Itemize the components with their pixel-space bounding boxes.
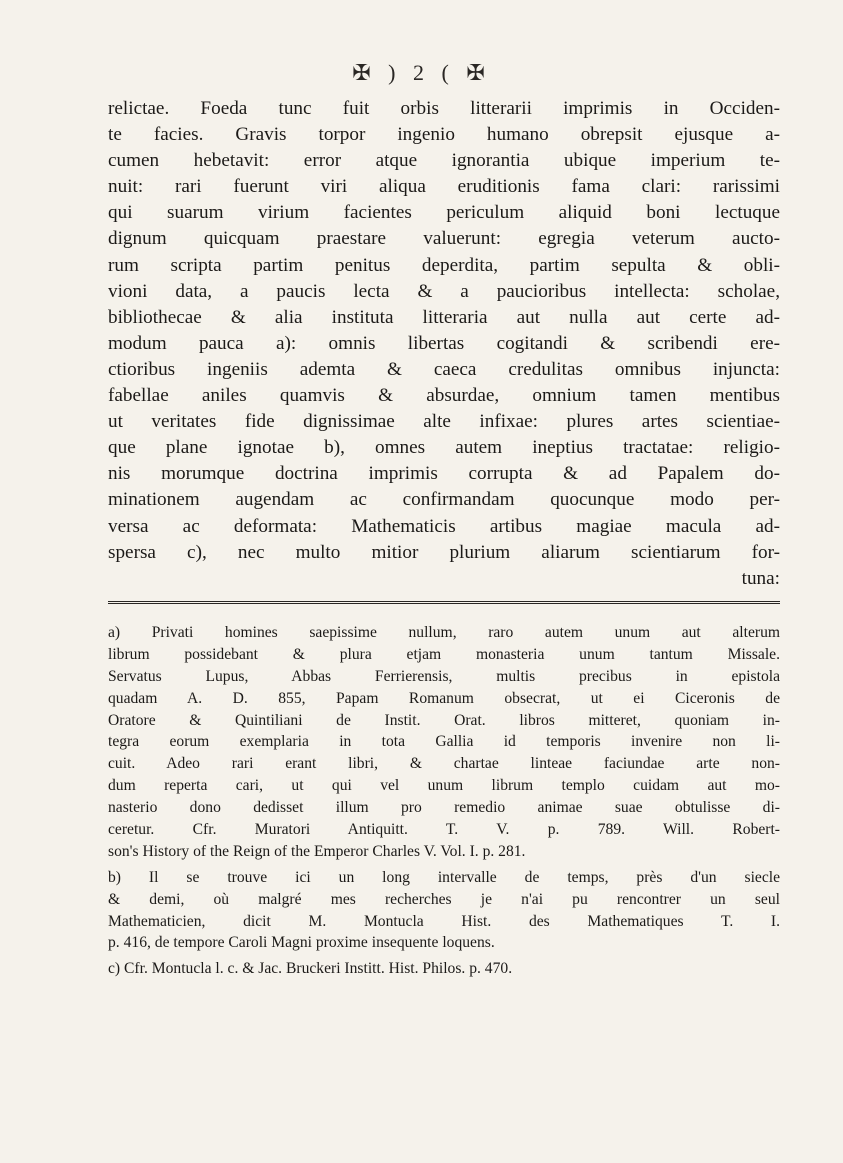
footnote-line: son's History of the Reign of the Emperor Charles V. Vol. I. p. 281.	[108, 842, 526, 860]
text-line: dignum quicquam praestare valuerunt: egregia veterum aucto-	[108, 228, 780, 250]
footnote-c	[108, 958, 780, 980]
footnotes-block	[108, 622, 780, 980]
footnote-line: Oratore & Quintiliani de Instit. Orat. libros mitteret, quoniam in-	[108, 711, 780, 729]
text-line: spersa c), nec multo mitior plurium aliarum scientiarum for-	[108, 541, 780, 563]
text-line: te facies. Gravis torpor ingenio humano obrepsit ejusque a-	[108, 124, 780, 146]
text-line: qui suarum virium facientes periculum aliquid boni lectuque	[108, 202, 780, 224]
footnote-line: Servatus Lupus, Abbas Ferrierensis, multis precibus in epistola	[108, 667, 780, 685]
footnote-line: c) Cfr. Montucla l. c. & Jac. Bruckeri Institt. Hist. Philos. p. 470.	[108, 960, 513, 978]
footnote-line: b) Il se trouve ici un long intervalle de temps, près d'un siecle	[108, 868, 780, 886]
footnote-line: librum possidebant & plura etjam monasteria unum tantum Missale.	[108, 645, 780, 663]
text-line: modum pauca a): omnis libertas cogitandi & scribendi ere-	[108, 332, 780, 354]
footnote-a	[108, 622, 780, 863]
footnote-line: cuit. Adeo rari erant libri, & chartae linteae faciundae arte non-	[108, 755, 780, 773]
text-line: rum scripta partim penitus deperdita, partim sepulta & obli-	[108, 254, 780, 276]
main-text-block	[108, 96, 780, 592]
footnote-b	[108, 867, 780, 955]
footnote-line: quadam A. D. 855, Papam Romanum obsecrat, ut ei Ciceronis de	[108, 689, 780, 707]
footnote-line: Mathematicien, dicit M. Montucla Hist. des Mathematiques T. I.	[108, 912, 780, 930]
text-line: minationem augendam ac confirmandam quocunque modo per-	[108, 489, 780, 511]
footnote-line: a) Privati homines saepissime nullum, raro autem unum aut alterum	[108, 624, 780, 641]
text-line-catchword: tuna:	[741, 567, 780, 589]
text-line: cumen hebetavit: error atque ignorantia ubique imperium te-	[108, 150, 780, 172]
footnote-line: tegra eorum exemplaria in tota Gallia id temporis invenire non li-	[108, 733, 780, 751]
text-line: ctioribus ingeniis ademta & caeca credulitas omnibus injuncta:	[108, 358, 780, 380]
footnote-line: dum reperta cari, ut qui vel unum librum templo cuidam aut mo-	[108, 777, 780, 795]
footnote-separator-rule	[108, 601, 780, 604]
text-line: bibliothecae & alia instituta litteraria aut nulla aut certe ad-	[108, 306, 780, 328]
text-line: ut veritates fide dignissimae alte infixae: plures artes scientiae-	[108, 411, 780, 433]
footnote-line: ceretur. Cfr. Muratori Antiquitt. T. V. p. 789. Will. Robert-	[108, 821, 780, 839]
text-line: vioni data, a paucis lecta & a paucioribus intellecta: scholae,	[108, 280, 780, 302]
text-line: nis morumque doctrina imprimis corrupta & ad Papalem do-	[108, 463, 780, 485]
text-line: que plane ignotae b), omnes autem ineptius tractatae: religio-	[108, 437, 780, 459]
text-line: fabellae aniles quamvis & absurdae, omnium tamen mentibus	[108, 385, 780, 407]
footnote-line: p. 416, de tempore Caroli Magni proxime insequente loquens.	[108, 934, 495, 952]
text-line: versa ac deformata: Mathematicis artibus magiae macula ad-	[108, 515, 780, 537]
text-line: relictae. Foeda tunc fuit orbis litterarii imprimis in Occiden-	[108, 98, 780, 119]
text-line: nuit: rari fuerunt viri aliqua eruditionis fama clari: rarissimi	[108, 176, 780, 198]
footnote-line: nasterio dono dedisset illum pro remedio animae suae obtulisse di-	[108, 799, 780, 817]
footnote-line: & demi, où malgré mes recherches je n'ai pu rencontrer un seul	[108, 890, 780, 908]
running-head: ✠ ) 2 ( ✠	[352, 60, 491, 85]
